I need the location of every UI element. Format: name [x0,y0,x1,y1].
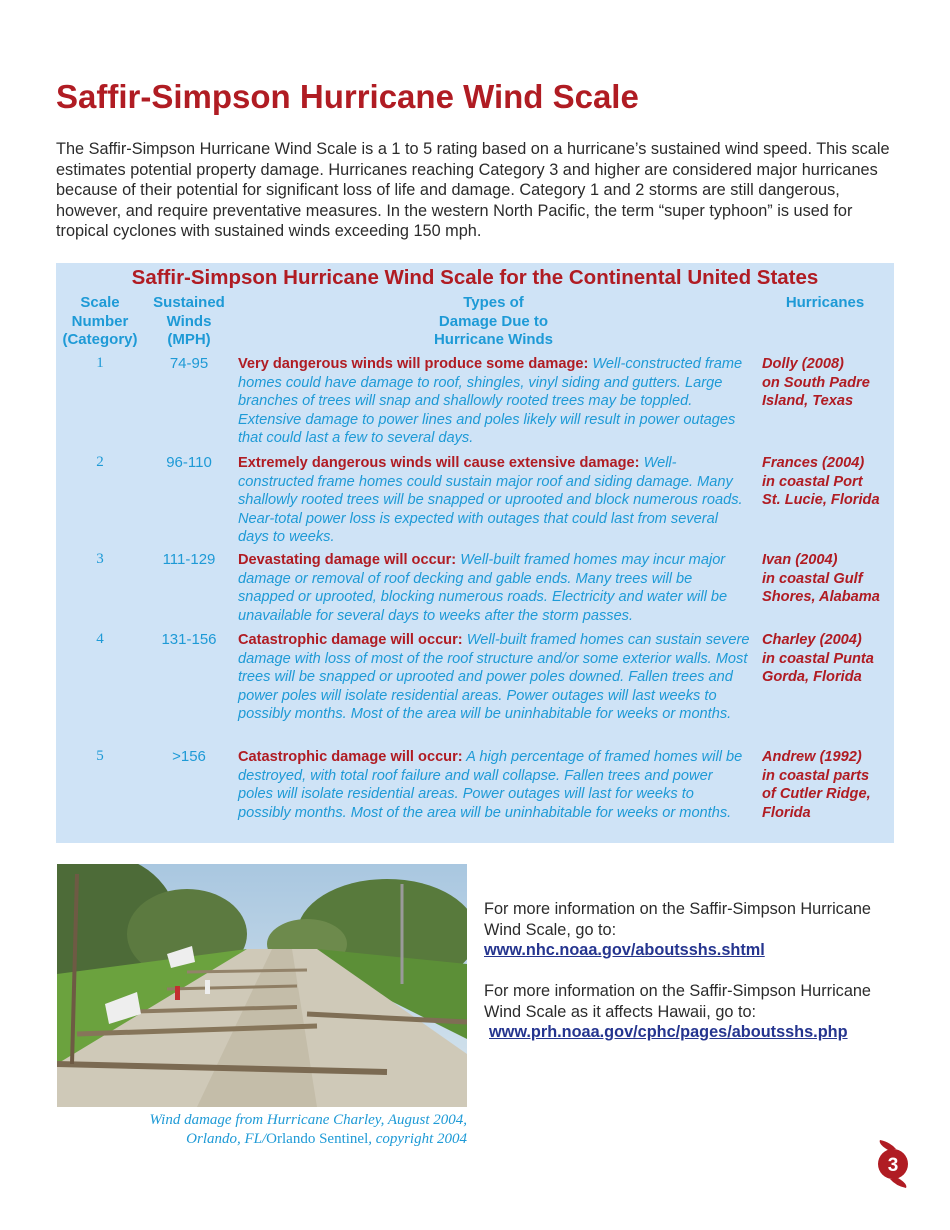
damage-lead: Catastrophic damage will occur: [238,749,463,765]
damage-detail: Well-constructed frame homes could sustain major roof and siding damage. Many shallowly rooted trees will be snapped or uprooted and block numerous roads. Near-total power loss is expected with outages that could last from several days to weeks. [238,455,743,546]
damage-description [238,355,750,448]
info-hawaii-text: For more information on the Saffir-Simpson Hurricane Wind Scale as it affects Hawaii, go to: [484,982,871,1021]
header-scale-number: Scale Number (Category) [62,294,138,348]
wind-speed: 131-156 [161,631,217,648]
header-sustained-winds: Sustained Winds (MPH) [153,294,225,348]
damage-lead: Extremely dangerous winds will cause extensive damage: [238,455,640,471]
damage-detail: Well-constructed frame homes could have damage to roof, shingles, vinyl siding and gutters. Large branches of trees will snap and shallowly rooted trees may be toppled. Extensive damage to power lines and poles likely will result in power outages that could last a few to several days. [238,356,743,447]
damage-description [238,551,750,625]
example-hurricane: Frances (2004) in coastal Port St. Lucie, Florida [762,455,880,509]
nhc-link[interactable]: www.nhc.noaa.gov/aboutsshs.shtml [484,941,765,959]
photo-illustration [57,864,467,1107]
page-number-badge [876,1140,912,1188]
damage-description [238,454,750,547]
wind-speed: 74-95 [169,355,209,372]
info-nhc-text: For more information on the Saffir-Simpson Hurricane Wind Scale, go to: [484,900,871,939]
example-hurricane: Ivan (2004) in coastal Gulf Shores, Alabama [762,552,880,606]
damage-lead: Catastrophic damage will occur: [238,632,463,648]
damage-detail: A high percentage of framed homes will be destroyed, with total roof failure and wall collapse. Fallen trees and power poles will isolate residential areas. Power outages will last for weeks to possibly months. Most of the area will be uninhabitable for weeks or months. [238,749,743,821]
intro-paragraph: The Saffir-Simpson Hurricane Wind Scale is a 1 to 5 rating based on a hurricane’s sustained wind speed. This scale estimates potential property damage. Hurricanes reaching Category 3 and higher are considered major hurricanes because of their potential for significant loss of life and damage. Category 1 and 2 storms are still dangerous, however, and require preventative measures. In the western North Pacific, the term “super typhoon” is used for tropical cyclones with sustained winds exceeding 150 mph. [56,140,890,240]
wind-speed: 96-110 [166,454,212,471]
page-title: Saffir-Simpson Hurricane Wind Scale [56,78,639,115]
info-nhc [484,899,904,961]
category-number: 5 [96,748,104,764]
example-hurricane: Andrew (1992) in coastal parts of Cutler Ridge, Florida [762,749,871,821]
hurricane-damage-photo [57,864,467,1107]
category-number: 1 [96,355,104,371]
category-number: 2 [96,454,104,470]
damage-lead: Devastating damage will occur: [238,552,457,568]
photo-caption: Wind damage from Hurricane Charley, August 2004, Orlando, FL/Orlando Sentinel, copyright 2004 [149,1112,467,1147]
header-damage-types: Types of Damage Due to Hurricane Winds [433,294,554,348]
damage-detail: Well-built framed homes may incur major damage or removal of roof decking and gable ends. Many trees will be snapped or uprooted, blocking numerous roads. Electricity and water will be unavailable for several days to weeks after the storm passes. [238,552,728,624]
wind-speed: 111-129 [162,551,216,568]
page-number: 3 [887,1155,899,1176]
header-hurricanes: Hurricanes [785,294,865,311]
wind-speed: >156 [172,748,206,765]
category-number: 3 [96,551,104,567]
damage-description [238,631,750,724]
example-hurricane: Charley (2004) in coastal Punta Gorda, Florida [762,632,874,686]
prh-link[interactable]: www.prh.noaa.gov/cphc/pages/aboutsshs.php [489,1023,848,1041]
damage-detail: Well-built framed homes can sustain severe damage with loss of most of the roof structure and/or some exterior walls. Most trees will be snapped or uprooted and power poles downed. Fallen trees and power poles will isolate residential areas. Power outages will last weeks to possibly months. Most of the area will be uninhabitable for weeks or months. [238,632,750,723]
table-title: Saffir-Simpson Hurricane Wind Scale for the Continental United States [131,266,819,289]
info-hawaii [484,981,904,1043]
wind-scale-table [56,263,894,843]
damage-lead: Very dangerous winds will produce some damage: [238,356,589,372]
damage-description [238,748,750,822]
example-hurricane: Dolly (2008) on South Padre Island, Texas [762,356,870,410]
hurricane-symbol-icon [876,1140,912,1188]
category-number: 4 [96,631,104,647]
